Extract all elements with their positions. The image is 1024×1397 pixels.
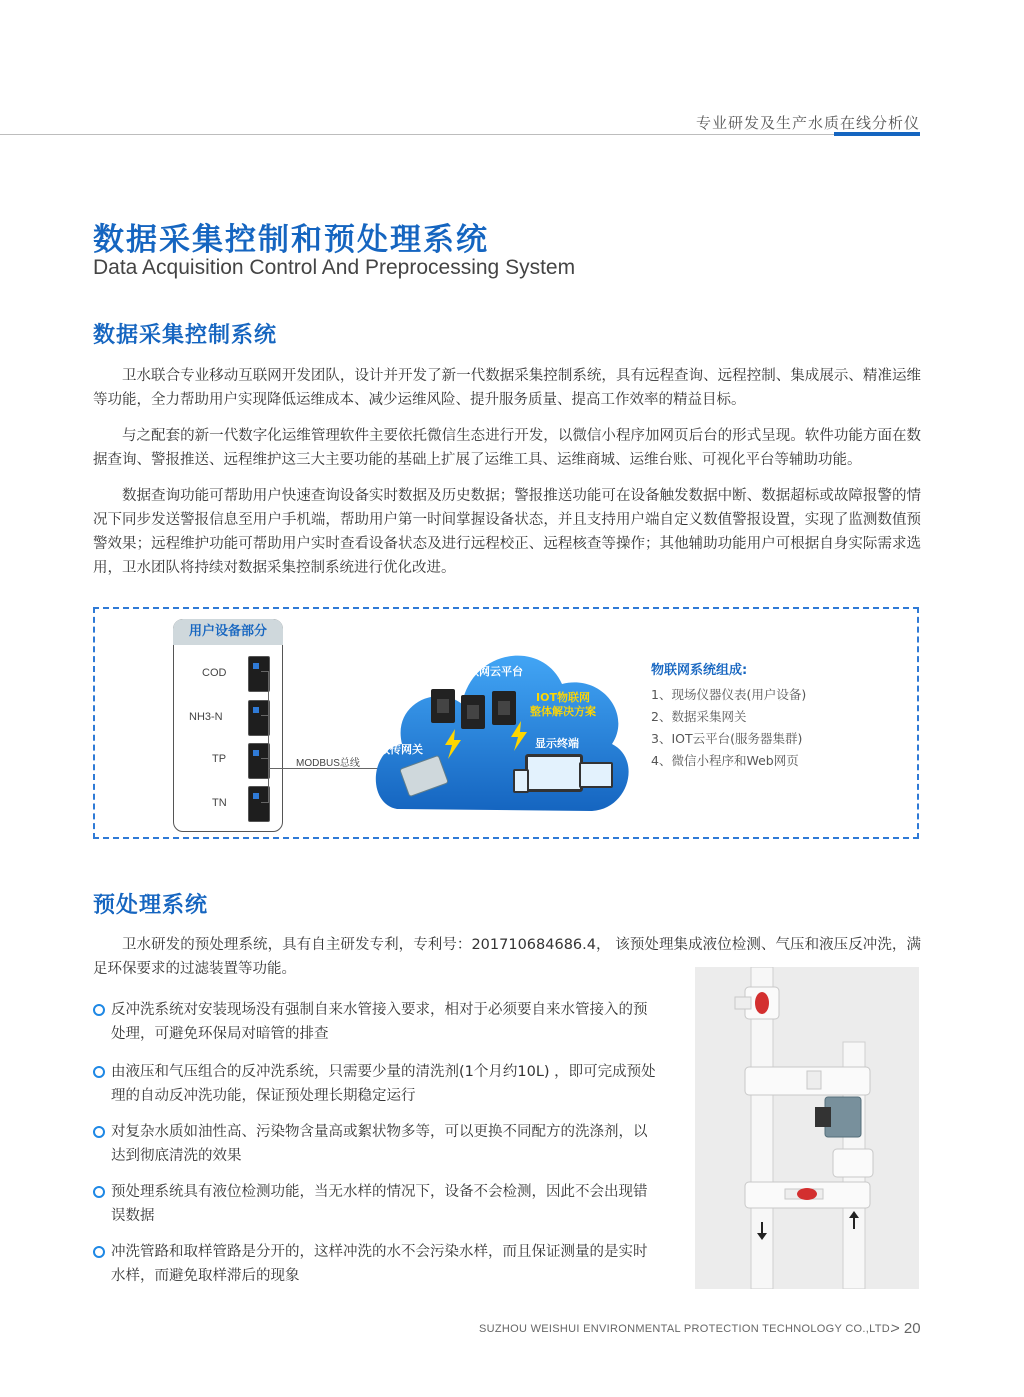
preprocessing-intro: 卫水研发的预处理系统，具有自主研发专利，专利号：201710684686.4， 该预处理集成液位检测、气压和液压反冲洗，满足环保要求的过滤装置等功能。: [93, 937, 921, 977]
paragraph-1: 卫水联合专业移动互联网开发团队，设计并开发了新一代数据采集控制系统，具有远程查询、远程控制、集成展示、精准运维等功能，全力帮助用户实现降低运维成本、减少运维风险、提升服务质量、提高工作效率的精益目标。: [93, 368, 921, 408]
header-divider: [0, 134, 834, 135]
device-label-tn: TN: [212, 797, 227, 809]
iot-composition-item: 1、现场仪器仪表(用户设备): [651, 687, 807, 702]
list-item-text: 预处理系统具有液位检测功能，当无水样的情况下，设备不会检测，因此不会出现错误数据: [111, 1184, 648, 1224]
user-devices-title: 用户设备部分: [173, 619, 283, 645]
monitor-icon: [525, 754, 583, 792]
bullet-circle-icon: [93, 1246, 105, 1258]
device-label-nh3n: NH3-N: [189, 711, 223, 723]
analyzer-icon: [248, 786, 270, 822]
bus-tick: [261, 758, 269, 759]
list-item: [93, 1120, 659, 1168]
iot-solution-label: [523, 691, 603, 719]
list-item-text: 冲洗管路和取样管路是分开的，这样冲洗的水不会污染水样，而且保证测量的是实时水样，而避免取样滞后的现象: [111, 1244, 648, 1284]
iot-solution-line1: IOT物联网: [536, 691, 590, 704]
bullet-circle-icon: [93, 1066, 105, 1078]
iot-composition-item: 2、数据采集网关: [651, 709, 747, 724]
header-tagline: 专业研发及生产水质在线分析仪: [695, 114, 920, 132]
paragraph-2: 与之配套的新一代数字化运维管理软件主要依托微信生态进行开发，以微信小程序加网页后台的形式呈现。软件功能方面在数据查询、警报推送、远程维护这三大主要功能的基础上扩展了运维工具、运维商城、运维台账、可视化平台等辅助功能。: [93, 428, 921, 468]
list-item: [93, 1240, 659, 1288]
signal-bolt-icon: [443, 729, 463, 759]
bus-tick: [261, 715, 269, 716]
laptop-icon: [579, 762, 613, 788]
page-subtitle: Data Acquisition Control And Preprocessing System: [93, 256, 576, 279]
paragraph-3: 数据查询功能可帮助用户快速查询设备实时数据及历史数据；警报推送功能可在设备触发数据中断、数据超标或故障报警的情况下同步发送警报信息至用户手机端，帮助用户第一时间掌握设备状态，并且支持用户端自定义数值警报设置，实现了监测数值预警效果；远程维护功能可帮助用户实时查看设备状态及进行远程校正、远程核查等操作；其他辅助功能用户可根据自身实际需求选用，卫水团队将持续对数据采集控制系统进行优化改进。: [93, 488, 921, 576]
bullet-circle-icon: [93, 1126, 105, 1138]
iot-composition-title: 物联网系统组成:: [651, 663, 748, 678]
analyzer-icon: [248, 743, 270, 779]
bus-vertical-line: [268, 671, 269, 803]
bullet-circle-icon: [93, 1004, 105, 1016]
list-item-text: 对复杂水质如油性高、污染物含量高或絮状物多等，可以更换不同配方的洗涤剂，以达到彻底清洗的效果: [111, 1124, 648, 1164]
iot-diagram: [93, 607, 919, 839]
list-item: [93, 1060, 659, 1108]
device-label-tp: TP: [212, 753, 227, 765]
section-heading-data-acquisition: 数据采集控制系统: [93, 323, 278, 348]
iot-composition-item: 4、微信小程序和Web网页: [651, 753, 799, 768]
list-item: [93, 1180, 659, 1228]
display-terminal-label: 显示终端: [535, 737, 579, 750]
signal-bolt-icon: [509, 721, 529, 751]
user-devices-box: [173, 619, 283, 832]
bus-tick: [261, 802, 269, 803]
pipe-assembly-illustration: [695, 967, 919, 1289]
header-accent-bar: [834, 132, 920, 136]
bullet-circle-icon: [93, 1186, 105, 1198]
analyzer-icon: [248, 656, 270, 692]
server-icon: [461, 695, 485, 729]
device-label-cod: COD: [202, 667, 227, 679]
preprocessing-product-photo: [695, 967, 919, 1289]
page-number: > 20: [891, 1320, 921, 1337]
list-item-text: 反冲洗系统对安装现场没有强制自来水管接入要求，相对于必须要自来水管接入的预处理，可避免环保局对暗管的排查: [111, 1002, 648, 1042]
list-item-text: 由液压和气压组合的反冲洗系统，只需要少量的清洗剂(1个月约10L) ，即可完成预处理的自动反冲洗功能，保证预处理长期稳定运行: [111, 1064, 656, 1104]
cloud-title: 物联网云平台: [457, 665, 523, 678]
server-icon: [492, 691, 516, 725]
iot-solution-line2: 整体解决方案: [530, 705, 596, 718]
server-icon: [431, 689, 455, 723]
analyzer-icon: [248, 700, 270, 736]
modbus-label: MODBUS总线: [296, 758, 360, 769]
cloud-platform: [367, 629, 635, 824]
footer-company-name: SUZHOU WEISHUI ENVIRONMENTAL PROTECTION TECHNOLOGY CO.,LTD.: [479, 1323, 894, 1335]
cloud-icon: [367, 629, 635, 824]
gateway-label: 数传网关: [379, 743, 423, 756]
section-heading-preprocessing: 预处理系统: [93, 893, 209, 918]
bus-tick: [261, 671, 269, 672]
iot-composition-item: 3、IOT云平台(服务器集群): [651, 731, 803, 746]
page-title: 数据采集控制和预处理系统: [93, 222, 489, 258]
phone-icon: [513, 769, 529, 793]
list-item: [93, 998, 659, 1046]
